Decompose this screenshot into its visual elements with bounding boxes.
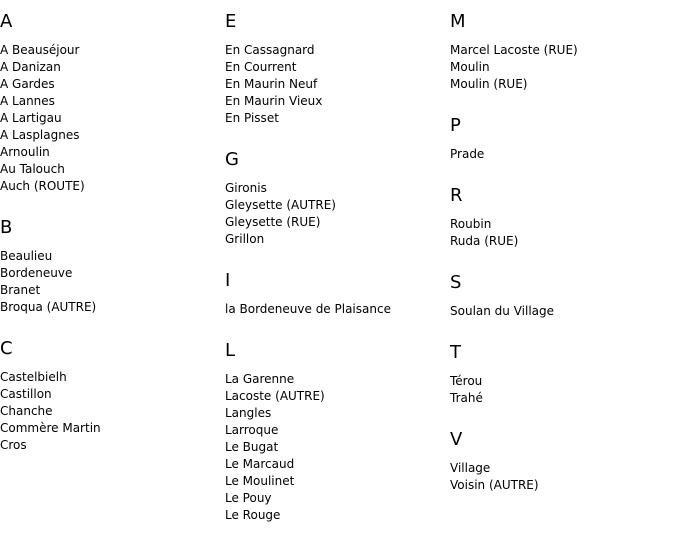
letter-heading: G (225, 149, 239, 170)
street-link[interactable]: A Gardes (0, 77, 55, 91)
letter-heading: T (450, 342, 461, 363)
street-link[interactable]: A Lannes (0, 94, 55, 108)
street-link[interactable]: A Beauséjour (0, 43, 80, 57)
letter-group (0, 218, 220, 316)
street-link[interactable]: Cros (0, 438, 27, 452)
letter-heading: M (450, 11, 466, 32)
street-list (225, 180, 445, 248)
street-list (0, 248, 220, 316)
street-link[interactable]: Lacoste (AUTRE) (225, 389, 325, 403)
letter-group (225, 12, 445, 127)
street-list (450, 373, 670, 407)
street-link[interactable]: Chanche (0, 404, 53, 418)
street-link[interactable]: En Maurin Neuf (225, 77, 318, 91)
street-link[interactable]: Le Moulinet (225, 474, 295, 488)
letter-group (0, 12, 220, 195)
street-list (450, 42, 670, 93)
street-link[interactable]: Arnoulin (0, 145, 50, 159)
street-link[interactable]: Térou (450, 374, 483, 388)
street-list (450, 146, 670, 163)
street-link[interactable]: Trahé (450, 391, 483, 405)
letter-heading: R (450, 185, 463, 206)
street-list (0, 42, 220, 195)
street-link[interactable]: Le Bugat (225, 440, 279, 454)
street-link[interactable]: Bordeneuve (0, 266, 73, 280)
street-link[interactable]: Castelbielh (0, 370, 67, 384)
street-link[interactable]: Marcel Lacoste (RUE) (450, 43, 578, 57)
street-list (225, 301, 445, 318)
street-link[interactable]: Beaulieu (0, 249, 53, 263)
letter-heading: C (0, 338, 13, 359)
street-list (225, 371, 445, 524)
street-link[interactable]: Moulin (450, 60, 490, 74)
letter-group (225, 341, 445, 524)
street-link[interactable]: En Cassagnard (225, 43, 315, 57)
letter-heading: A (0, 11, 13, 32)
street-link[interactable]: Au Talouch (0, 162, 65, 176)
street-link[interactable]: la Bordeneuve de Plaisance (225, 302, 391, 316)
street-link[interactable]: Larroque (225, 423, 279, 437)
letter-group (450, 273, 670, 320)
street-link[interactable]: A Lasplagnes (0, 128, 80, 142)
street-link[interactable]: En Courrent (225, 60, 297, 74)
letter-heading: L (225, 340, 236, 361)
letter-group (450, 430, 670, 494)
street-link[interactable]: Roubin (450, 217, 492, 231)
street-link[interactable]: Village (450, 461, 491, 475)
street-link[interactable]: Gleysette (AUTRE) (225, 198, 336, 212)
street-list (225, 42, 445, 127)
street-link[interactable]: Voisin (AUTRE) (450, 478, 539, 492)
street-link[interactable]: Commère Martin (0, 421, 101, 435)
street-link[interactable]: Langles (225, 406, 272, 420)
street-link[interactable]: Gironis (225, 181, 267, 195)
street-index-column-2 (225, 12, 445, 547)
street-link[interactable]: Broqua (AUTRE) (0, 300, 97, 314)
street-link[interactable]: Ruda (RUE) (450, 234, 519, 248)
street-index-column-3 (450, 12, 670, 517)
letter-group (225, 271, 445, 318)
street-list (450, 460, 670, 494)
letter-group (450, 12, 670, 93)
street-link[interactable]: Prade (450, 147, 485, 161)
street-link[interactable]: Le Marcaud (225, 457, 295, 471)
street-index-column-1 (0, 12, 220, 477)
letter-heading: P (450, 115, 461, 136)
letter-heading: B (0, 217, 13, 238)
street-link[interactable]: Auch (ROUTE) (0, 179, 85, 193)
letter-group (450, 116, 670, 163)
street-link[interactable]: En Pisset (225, 111, 279, 125)
letter-group (225, 150, 445, 248)
street-link[interactable]: Moulin (RUE) (450, 77, 528, 91)
street-link[interactable]: Le Pouy (225, 491, 272, 505)
letter-group (450, 343, 670, 407)
street-list (450, 303, 670, 320)
street-link[interactable]: La Garenne (225, 372, 295, 386)
street-list (450, 216, 670, 250)
letter-heading: S (450, 272, 462, 293)
street-link[interactable]: A Lartigau (0, 111, 62, 125)
street-list (0, 369, 220, 454)
street-link[interactable]: En Maurin Vieux (225, 94, 323, 108)
street-link[interactable]: Branet (0, 283, 41, 297)
letter-heading: I (225, 270, 231, 291)
street-link[interactable]: Soulan du Village (450, 304, 555, 318)
letter-heading: E (225, 11, 237, 32)
street-link[interactable]: Le Rouge (225, 508, 281, 522)
letter-heading: V (450, 429, 463, 450)
letter-group (450, 186, 670, 250)
street-link[interactable]: A Danizan (0, 60, 61, 74)
street-link[interactable]: Castillon (0, 387, 52, 401)
street-link[interactable]: Grillon (225, 232, 265, 246)
street-link[interactable]: Gleysette (RUE) (225, 215, 321, 229)
letter-group (0, 339, 220, 454)
